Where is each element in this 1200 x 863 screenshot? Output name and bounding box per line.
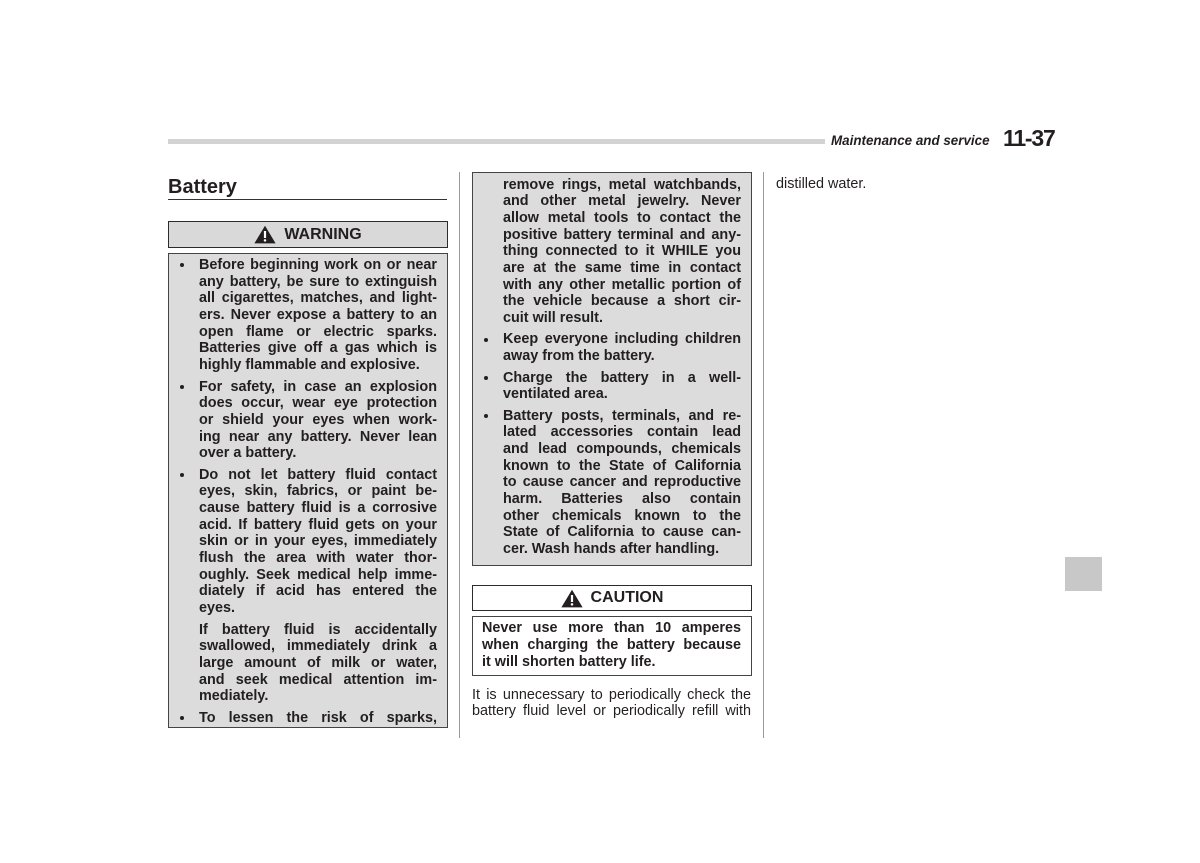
header-rule <box>168 139 825 144</box>
warning-header <box>168 221 448 248</box>
text-line: cer. Wash hands after handling. <box>503 541 720 558</box>
text-line: Keep everyone including children <box>503 331 741 348</box>
text-line: swallowed, immediately drink a <box>199 638 437 655</box>
warning-bullet-item <box>169 257 437 374</box>
text-line: Charge the battery in a well- <box>503 369 741 386</box>
warning-bullet-item <box>169 379 437 462</box>
text-line: harm. Batteries also contain <box>503 491 741 508</box>
text-line: and seek medical attention im- <box>199 671 437 688</box>
text-line: Never use more than 10 amperes <box>482 620 741 637</box>
bullet-icon <box>484 414 488 418</box>
text-line: allow metal tools to contact the <box>503 209 741 226</box>
text-line: lated accessories contain lead <box>503 424 741 441</box>
text-line: large amount of milk or water, <box>199 654 437 671</box>
page-number: 11-37 <box>1003 125 1055 151</box>
column-divider <box>459 172 460 738</box>
text-line: ing near any battery. Never lean <box>199 428 437 445</box>
text-line: highly flammable and explosive. <box>199 357 420 374</box>
text-line: Before beginning work on or near <box>199 257 437 273</box>
text-line: ventilated area. <box>503 386 608 403</box>
text-line: over a battery. <box>199 445 297 462</box>
text-line: it will shorten battery life. <box>482 653 656 670</box>
text-line: other chemicals known to the <box>503 507 741 524</box>
text-line: flush the area with water thor- <box>199 550 437 567</box>
warning-body-continued <box>472 172 752 566</box>
caution-body <box>472 616 752 676</box>
text-line: cause battery fluid is a corrosive <box>199 500 437 516</box>
text-line: Batteries give off a gas which is <box>199 340 437 357</box>
text-line: To lessen the risk of sparks, <box>199 709 437 726</box>
text-line: and lead compounds, chemicals <box>503 440 741 457</box>
bullet-icon <box>180 263 184 267</box>
text-line: or shield your eyes when work- <box>199 411 437 428</box>
text-line: does occur, wear eye protection <box>199 395 437 412</box>
caution-header <box>472 585 752 611</box>
warning-label: WARNING <box>284 225 362 243</box>
text-line: oughly. Seek medical help imme- <box>199 566 437 583</box>
heading-underline <box>168 199 447 200</box>
warning-triangle-icon <box>561 589 583 608</box>
text-line: all cigarettes, matches, and light- <box>199 290 437 307</box>
warning-bullet-item <box>473 370 741 403</box>
warning-triangle-icon <box>254 225 276 244</box>
text-line: State of California to cause can- <box>503 524 741 541</box>
bullet-icon <box>180 473 184 477</box>
text-line: mediately. <box>199 688 269 705</box>
text-line: cuit will result. <box>503 310 603 327</box>
text-line: known to the State of California <box>503 457 741 474</box>
bullet-icon <box>484 338 488 342</box>
bullet-icon <box>484 376 488 380</box>
text-line: eyes. <box>199 600 236 617</box>
text-line: are at the same time in contact <box>503 260 741 277</box>
text-line: skin or in your eyes, immediately <box>199 533 437 550</box>
text-line: the vehicle because a short cir- <box>503 293 741 310</box>
text-line: distilled water. <box>776 175 867 192</box>
warning-bullet-item <box>169 467 437 617</box>
body-paragraph-continued <box>776 176 1056 193</box>
bullet-icon <box>180 385 184 389</box>
text-line: when charging the battery because <box>482 636 741 653</box>
text-line: away from the battery. <box>503 348 655 365</box>
text-line: ers. Never expose a battery to an <box>199 307 437 324</box>
section-heading: Battery <box>168 176 237 198</box>
text-line: Do not let battery fluid contact <box>199 466 437 483</box>
text-line: battery fluid level or periodically refill with <box>472 703 751 720</box>
text-line: positive battery terminal and any- <box>503 226 741 243</box>
text-line: acid. If battery fluid gets on your <box>199 516 437 533</box>
text-line: diately if acid has entered the <box>199 583 437 600</box>
warning-bullet-item <box>169 710 437 727</box>
text-line: If battery fluid is accidentally <box>199 621 437 638</box>
text-line: remove rings, metal watchbands, <box>503 176 741 193</box>
text-line: open flame or electric sparks. <box>199 323 437 340</box>
text-line: eyes, skin, fabrics, or paint be- <box>199 483 437 500</box>
bullet-icon <box>180 716 184 720</box>
text-line: to cause cancer and reproductive <box>503 474 741 491</box>
text-line: with any other metallic portion of <box>503 276 741 293</box>
column-divider <box>763 172 764 738</box>
warning-bullet-item <box>473 331 741 364</box>
text-line: thing connected to it WHILE you <box>503 243 741 260</box>
text-line: any battery, be sure to extinguish <box>199 273 437 290</box>
chapter-thumb-tab <box>1065 557 1102 591</box>
warning-bullet-item <box>473 408 741 558</box>
text-line: For safety, in case an explosion <box>199 378 437 395</box>
caution-label: CAUTION <box>590 589 664 606</box>
text-line: It is unnecessary to periodically check the <box>472 686 751 703</box>
warning-continued-text <box>473 177 741 327</box>
warning-sub-paragraph <box>169 622 437 705</box>
section-title: Maintenance and service <box>831 133 990 148</box>
warning-body <box>168 253 448 728</box>
text-line: and other metal jewelry. Never <box>503 193 741 210</box>
body-paragraph <box>472 687 751 720</box>
text-line: Battery posts, terminals, and re- <box>503 407 741 424</box>
